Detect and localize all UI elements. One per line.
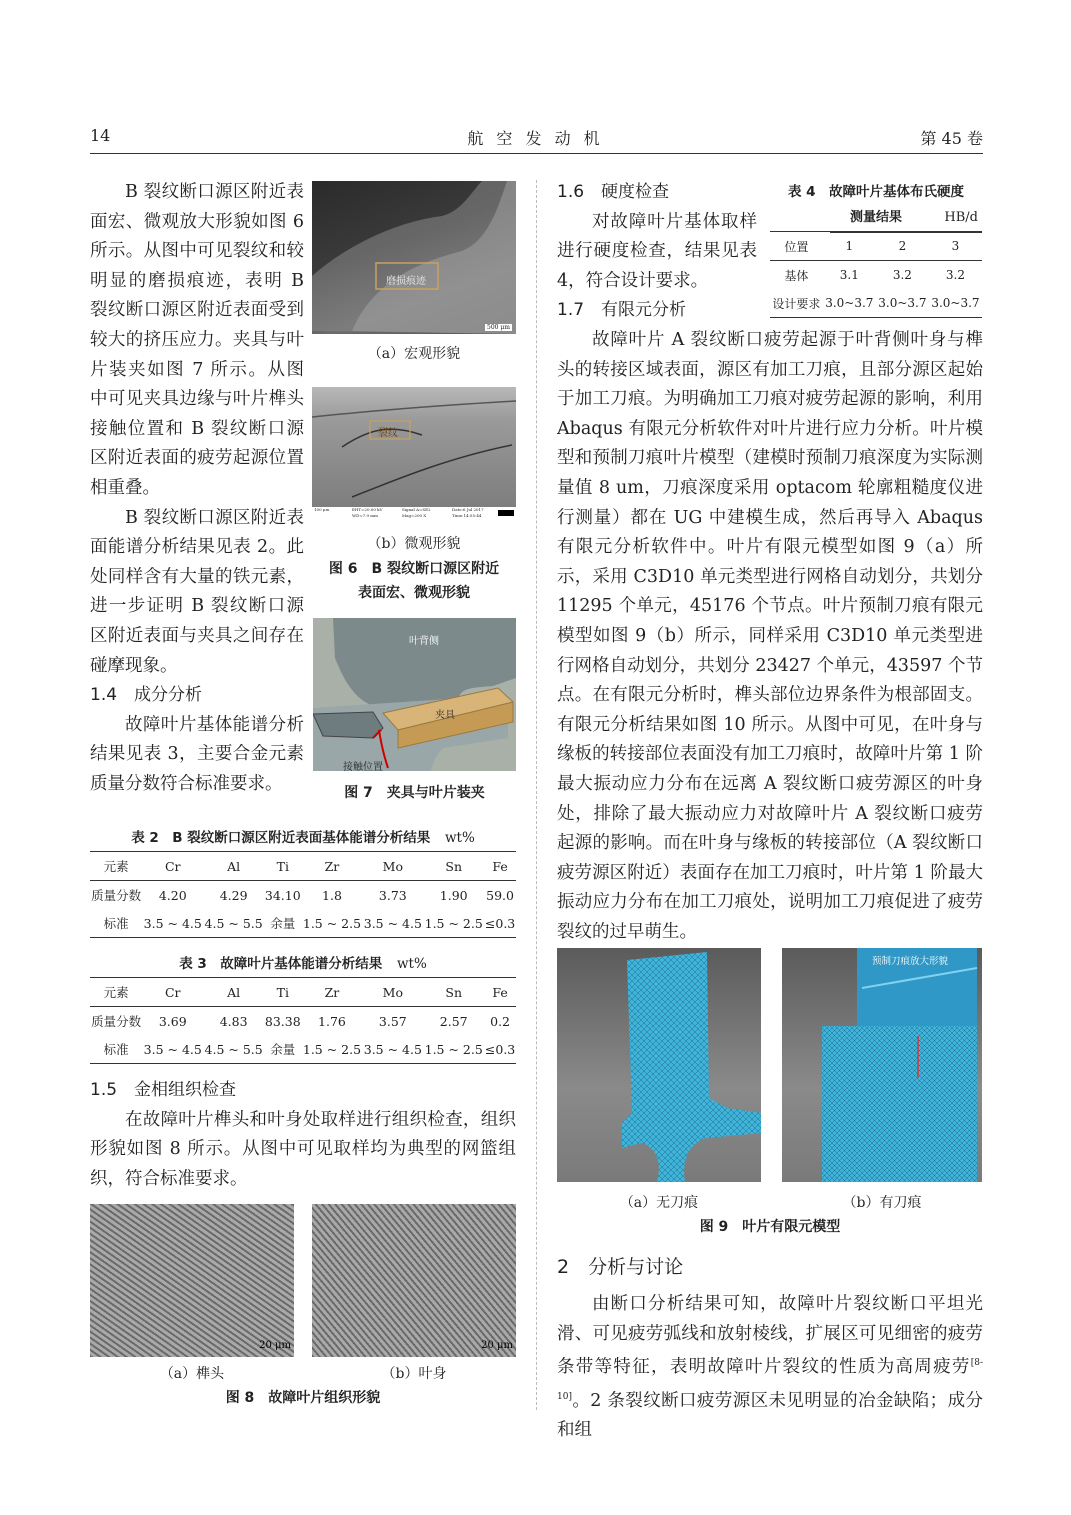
table2-title bbox=[90, 826, 516, 846]
table2-header-row bbox=[90, 852, 516, 881]
table-cell: 1.8 bbox=[322, 887, 342, 903]
table-cell: 3.57 bbox=[378, 1013, 407, 1029]
table-cell: 4.5 ~ 5.5 bbox=[204, 1041, 263, 1057]
paragraph-fig6-7: B 裂纹断口源区附近表面宏、微观放大形貌如图 6 所示。从图中可见裂纹和较明显的磨损痕迹，表明 B 裂纹断口源区附近表面受到较大的挤压应力。夹具与叶片装夹如图 7 所示。从图中可见夹具边缘与叶片榫头接触位置和 B 裂纹断口源区附近表面的疲劳起源位置相重叠。 bbox=[90, 182, 304, 498]
fig6b-caption: （b）微观形貌 bbox=[367, 536, 461, 552]
table-cell: 设计要求 bbox=[772, 296, 821, 311]
table-cell: 1.76 bbox=[318, 1013, 346, 1029]
paragraph-fea: 故障叶片 A 裂纹断口疲劳起源于叶背侧叶身与榫头的转接区域表面，源区有加工刀痕，且部分源区起始于加工刀痕。为明确加工刀痕对疲劳起源的影响，利用 Abaqus 有限元分析软件对叶片进行应力分析。叶片模型和预制刀痕叶片模型（建模时预制刀痕深度为实际测量值 8 um，刀痕深度采用 optacom 轮廓粗糙度仪进行测量）都在 UG 中建模生成，然后再导入 Abaqus 有限元分析软件中。叶片有限元模型如图 9（a）所示，采用 C3D10 单元类型进行网格自动划分，共划分 11295 个单元，45176 个节点。叶片预制刀痕有限元模型如图 9（b）所示，同样采用 C3D10 单元类型进行网格自动划分，共划分 23427 个单元，43597 个节点。在有限元分析时，榫头部位边界条件为根部固支。有限元分析结果如图 10 所示。从图中可见，在叶身与缘板的转接部位表面没有加工刀痕时，故障叶片第 1 阶最大振动应力分布在远离 A 裂纹断口疲劳源区的叶身处，排除了最大振动应力对故障叶片 A 裂纹断口疲劳起源的影响。而在叶身与缘板的转接部位（A 裂纹断口疲劳源区附近）表面存在加工刀痕时，叶片第 1 阶最大振动应力分布在加工刀痕处，说明加工刀痕促进了疲劳裂纹的过早萌生。 bbox=[557, 330, 983, 942]
table-row bbox=[770, 289, 982, 318]
table2-header-cell: Fe bbox=[492, 858, 508, 874]
fig6a-macro-image bbox=[312, 181, 516, 334]
table-cell: 0.2 bbox=[490, 1013, 511, 1029]
table-cell: 3.5 ~ 4.5 bbox=[143, 1041, 202, 1057]
table3-header-cell: Fe bbox=[492, 984, 508, 1000]
fig7-clamp-image bbox=[313, 618, 516, 771]
fig9-caption: 图 9 叶片有限元模型 bbox=[699, 1219, 841, 1235]
table2-header-cell: Sn bbox=[445, 858, 463, 874]
table4-header-cell: 2 bbox=[898, 239, 907, 253]
table-row bbox=[770, 261, 982, 290]
table2-header-cell: Mo bbox=[382, 858, 403, 874]
fig8a-tenon-image bbox=[90, 1204, 294, 1357]
table3-unit: wt% bbox=[396, 956, 427, 972]
table2-title-text: 表 2 B 裂纹断口源区附近表面基体能谱分析结果 bbox=[131, 830, 431, 846]
table2-header-cell: Zr bbox=[324, 858, 340, 874]
table2-header-cell: 元素 bbox=[103, 859, 129, 874]
table-cell: 1.5 ~ 2.5 bbox=[424, 1041, 483, 1057]
table-cell: 1.90 bbox=[439, 887, 468, 903]
fig8b-scale: 20 μm bbox=[481, 1340, 513, 1351]
table4-subheader bbox=[770, 205, 982, 231]
fig7-clamp-label: 夹具 bbox=[435, 710, 455, 721]
table-cell: 3.0~3.7 bbox=[878, 296, 927, 310]
table-cell: 3.73 bbox=[378, 887, 407, 903]
paragraph-discussion bbox=[557, 1290, 983, 1446]
fig9b-notch-label: 预制刀痕放大形貌 bbox=[872, 956, 949, 967]
table-cell: 质量分数 bbox=[91, 1014, 142, 1029]
table-cell: 83.38 bbox=[264, 1013, 301, 1029]
table3-header-cell: Ti bbox=[276, 984, 289, 1000]
paragraph-metallography: 在故障叶片榫头和叶身处取样进行组织检查，组织形貌如图 8 所示。从图中可见取样均为典型的网篮组织，符合标准要求。 bbox=[90, 1109, 516, 1189]
table3-header-cell: Mo bbox=[382, 984, 403, 1000]
section-1-5-heading: 1.5 金相组织检查 bbox=[90, 1080, 237, 1100]
fig6b-info-signal: Signal A=SE2 Mag=200 X bbox=[402, 507, 431, 518]
table-cell: 标准 bbox=[103, 916, 129, 931]
table-cell: 4.83 bbox=[219, 1013, 248, 1029]
table-cell: 4.29 bbox=[219, 887, 248, 903]
paragraph-table3: 故障叶片基体能谱分析结果见表 3，主要合金元素质量分数符合标准要求。 bbox=[90, 714, 304, 794]
table-cell: 1.5 ~ 2.5 bbox=[424, 915, 483, 931]
table4-header-cell: 3 bbox=[951, 239, 960, 253]
fig9b-caption: （b）有刀痕 bbox=[842, 1195, 922, 1211]
fig6a-caption: （a）宏观形貌 bbox=[367, 346, 461, 362]
fig8b-blade-image bbox=[312, 1204, 516, 1357]
table-cell: 3.2 bbox=[892, 268, 912, 282]
table4-header-row bbox=[770, 232, 982, 261]
table-cell: 1.5 ~ 2.5 bbox=[302, 915, 362, 931]
fig6b-crack-label: 裂纹 bbox=[378, 428, 398, 439]
table-row bbox=[90, 881, 516, 910]
table3-header-cell: Zr bbox=[324, 984, 340, 1000]
fig6-caption-line2: 表面宏、微观形貌 bbox=[358, 585, 470, 601]
fig8b-caption: （b）叶身 bbox=[381, 1366, 447, 1382]
table-cell: 1.5 ~ 2.5 bbox=[302, 1041, 362, 1057]
table-cell: 4.5 ~ 5.5 bbox=[204, 915, 263, 931]
fig6a-scalebar: 500 μm bbox=[487, 324, 510, 331]
fig6b-info-eht: EHT=20.00 kV WD=7.9 mm bbox=[352, 507, 383, 518]
table-cell: 59.0 bbox=[486, 887, 514, 903]
fig7-caption: 图 7 夹具与叶片装夹 bbox=[344, 785, 485, 801]
table-cell: 2.57 bbox=[439, 1013, 468, 1029]
fig6b-zeiss-logo bbox=[498, 510, 514, 516]
column-divider bbox=[536, 180, 537, 1410]
fig8a-scale: 20 μm bbox=[259, 1340, 291, 1351]
section-1-4-heading: 1.4 成分分析 bbox=[90, 685, 203, 706]
table-cell: 标准 bbox=[103, 1042, 129, 1057]
table-cell: 余量 bbox=[270, 916, 296, 931]
fig9a-mesh-image bbox=[557, 948, 761, 1182]
volume-label: 第 45 卷 bbox=[920, 129, 983, 148]
table3-header-row bbox=[90, 978, 516, 1007]
fig6b-micro-image bbox=[312, 387, 516, 520]
table2-header-cell: Ti bbox=[276, 858, 289, 874]
table3-title bbox=[90, 952, 516, 972]
fig6-caption-line1: 图 6 B 裂纹断口源区附近 bbox=[328, 561, 500, 577]
discussion-text-end: 。2 条裂纹断口疲劳源区未见明显的冶金缺陷；成分和组 bbox=[557, 1390, 983, 1441]
table3-header-cell: Al bbox=[227, 984, 241, 1000]
table-cell: ≤0.3 bbox=[484, 1041, 516, 1057]
table2-unit: wt% bbox=[444, 830, 475, 846]
section-1-7-body bbox=[557, 326, 983, 947]
section-1-6-heading: 1.6 硬度检查 bbox=[557, 182, 670, 202]
fig7-contact-label: 接触位置 bbox=[343, 762, 383, 771]
table-cell: ≤0.3 bbox=[484, 915, 516, 931]
table3-header-cell: 元素 bbox=[103, 985, 129, 1000]
table-row bbox=[90, 909, 516, 938]
table4-unit: HB/d bbox=[944, 210, 978, 225]
fig6b-info-bar bbox=[312, 507, 516, 520]
table-cell: 3.5 ~ 4.5 bbox=[143, 915, 202, 931]
table-row bbox=[90, 1007, 516, 1036]
section-1-7-heading: 1.7 有限元分析 bbox=[557, 300, 687, 321]
table4 bbox=[770, 231, 982, 318]
table4-header-cell: 位置 bbox=[784, 239, 809, 254]
paragraph-table2: B 裂纹断口源区附近表面能谱分析结果见表 2。此处同样含有大量的铁元素，进一步证明 B 裂纹断口源区附近表面与夹具之间存在碰摩现象。 bbox=[90, 507, 304, 676]
table4-header-cell: 1 bbox=[845, 239, 854, 253]
table-cell: 4.20 bbox=[158, 887, 187, 903]
fig8a-caption: （a）榫头 bbox=[159, 1366, 225, 1382]
discussion-text: 由断口分析结果可知，故障叶片裂纹断口平坦光滑、可见疲劳弧线和放射棱线，扩展区可见细密的疲劳条带等特征，表明故障叶片裂纹的性质为高周疲劳 bbox=[557, 1294, 983, 1378]
table-cell: 3.0~3.7 bbox=[931, 296, 980, 310]
table-cell: 3.1 bbox=[839, 268, 859, 282]
fig7-back-label: 叶背侧 bbox=[409, 636, 439, 647]
table4-title: 表 4 故障叶片基体布氏硬度 bbox=[787, 184, 965, 200]
table2-header-cell: Cr bbox=[164, 858, 181, 874]
table3 bbox=[90, 977, 516, 1064]
table2-header-cell: Al bbox=[227, 858, 241, 874]
table3-header-cell: Cr bbox=[164, 984, 181, 1000]
table-cell: 3.0~3.7 bbox=[825, 296, 874, 310]
table-cell: 余量 bbox=[270, 1042, 296, 1057]
table-cell: 3.5 ~ 4.5 bbox=[363, 915, 422, 931]
paragraph-hardness: 对故障叶片基体取样进行硬度检查，结果见表 4，符合设计要求。 bbox=[557, 211, 757, 291]
fig9a-caption: （a）无刀痕 bbox=[619, 1195, 699, 1211]
table3-header-cell: Sn bbox=[445, 984, 463, 1000]
fig8-caption: 图 8 故障叶片组织形貌 bbox=[225, 1390, 381, 1406]
table-cell: 3.5 ~ 4.5 bbox=[363, 1041, 422, 1057]
table4-measure-label: 测量结果 bbox=[850, 210, 903, 225]
journal-title: 航 空 发 动 机 bbox=[467, 129, 604, 148]
fig6b-info-date: Date:6 Jul 2017 Time:14:55:44 bbox=[452, 507, 484, 518]
fig6b-info-scale: 100 μm bbox=[314, 507, 330, 512]
table-cell: 3.2 bbox=[945, 268, 965, 282]
table-cell: 基体 bbox=[784, 268, 809, 283]
page-number: 14 bbox=[90, 126, 111, 145]
fig9b-notch-mesh-image bbox=[782, 948, 982, 1182]
table-row bbox=[90, 1035, 516, 1064]
fig6-caption bbox=[312, 557, 516, 605]
section-2-heading: 2 分析与讨论 bbox=[557, 1256, 684, 1278]
section-2 bbox=[557, 1250, 983, 1446]
left-top-text bbox=[90, 178, 304, 799]
right-top-text bbox=[557, 178, 757, 326]
table-cell: 质量分数 bbox=[91, 888, 142, 903]
table3-title-text: 表 3 故障叶片基体能谱分析结果 bbox=[179, 956, 383, 972]
fig6a-wear-label: 磨损痕迹 bbox=[386, 276, 426, 287]
header-rule bbox=[90, 153, 983, 154]
section-1-5 bbox=[90, 1076, 516, 1194]
table2 bbox=[90, 851, 516, 938]
reference-marker: [8-10] bbox=[557, 1358, 983, 1402]
table-cell: 34.10 bbox=[264, 887, 301, 903]
table-cell: 3.69 bbox=[158, 1013, 187, 1029]
